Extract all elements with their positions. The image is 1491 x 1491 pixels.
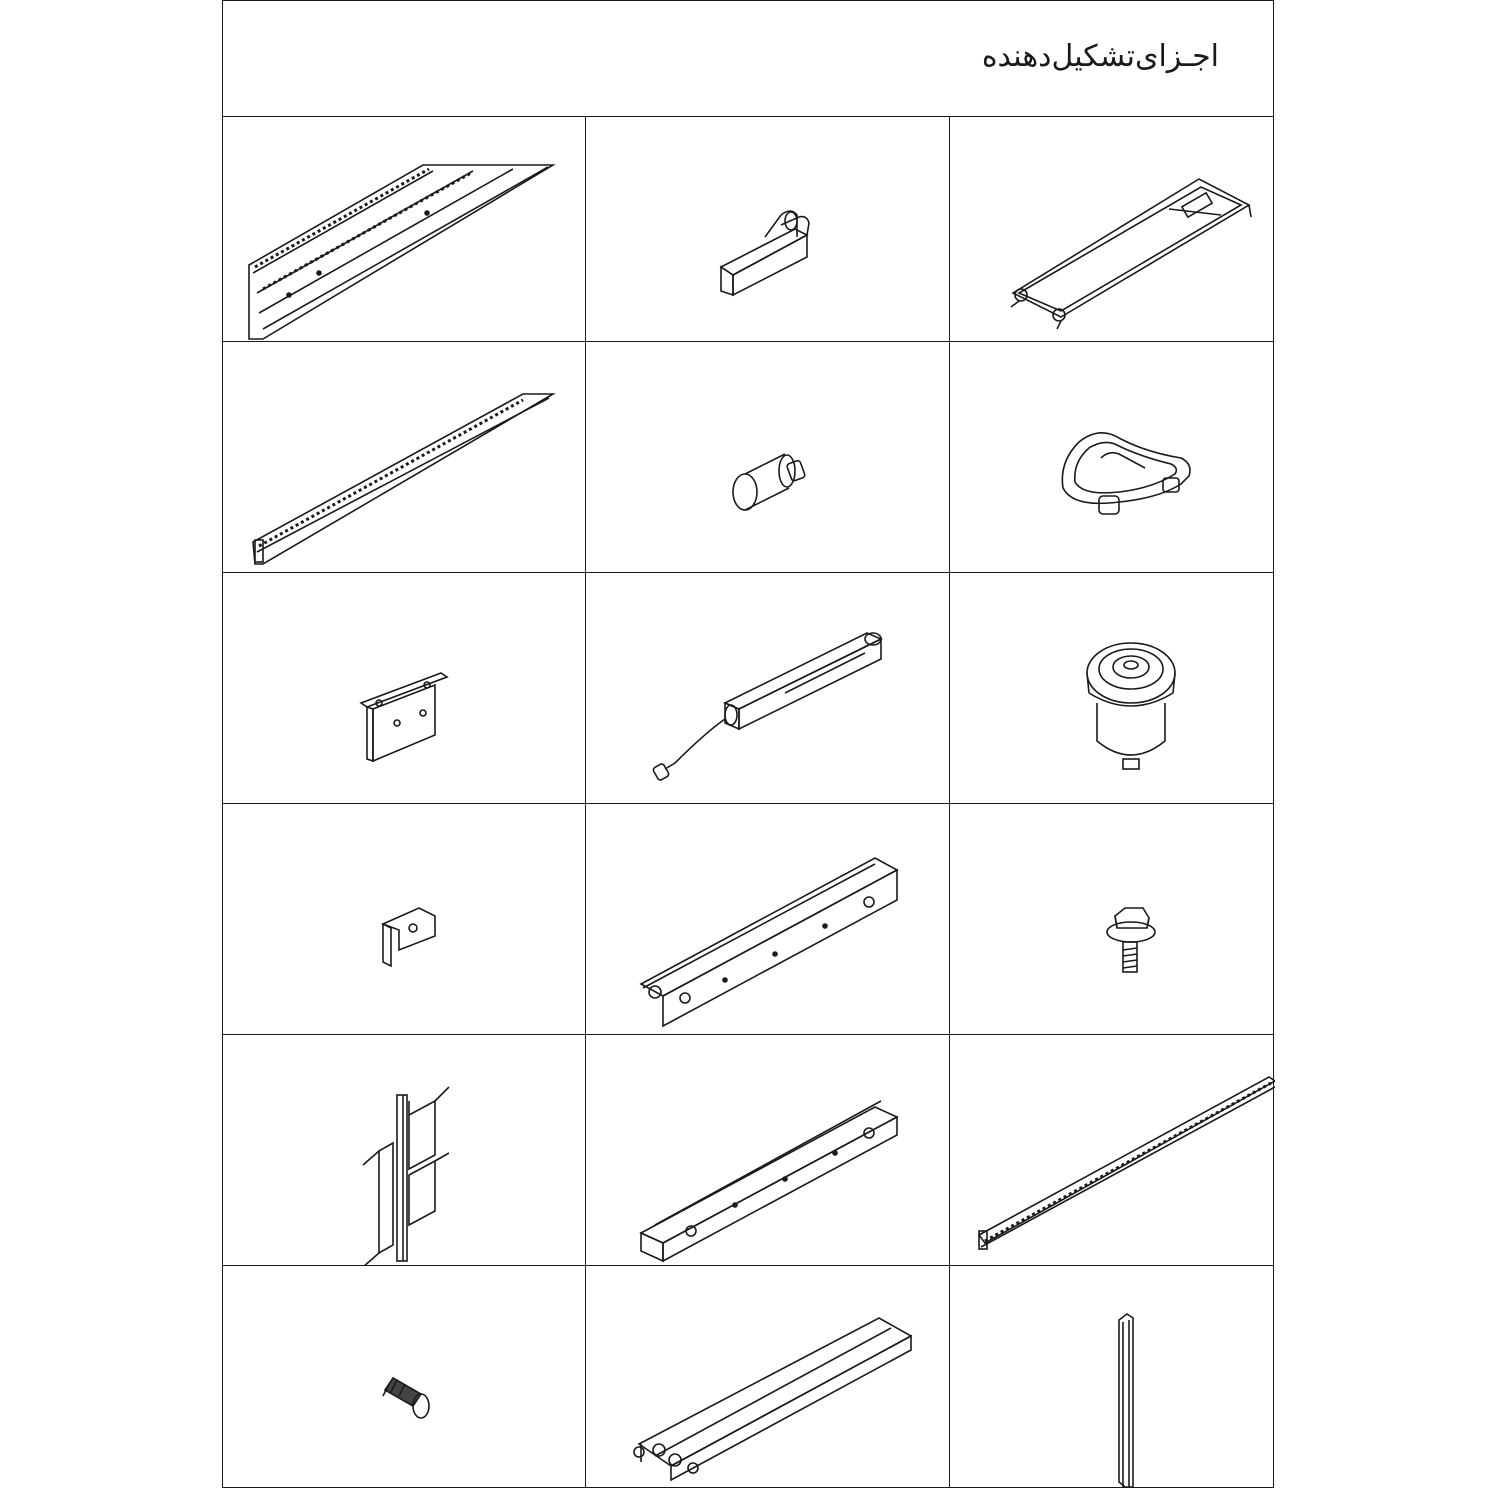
components-grid <box>223 117 1273 1487</box>
wall-track-rail-icon <box>223 117 585 341</box>
component-cell-11 <box>585 804 949 1034</box>
hex-bolt-icon <box>949 804 1275 1034</box>
bottom-channel-bracket-icon <box>585 1035 949 1265</box>
guide-shoe-icon <box>949 342 1275 572</box>
component-cell-6 <box>949 342 1275 572</box>
small-clip-icon <box>223 804 585 1034</box>
toothed-rail-icon <box>223 342 585 572</box>
vertical-profile-icon <box>949 1266 1275 1487</box>
component-cell-4 <box>223 342 585 572</box>
sheet-header <box>223 1 1273 117</box>
page-title: اجـزای‌تشکیل‌دهنده <box>981 39 1219 74</box>
top-channel-bracket-icon <box>585 804 949 1034</box>
components-sheet <box>222 0 1274 1488</box>
mounting-bracket-icon <box>223 573 585 803</box>
sliding-frame-icon <box>949 117 1275 341</box>
component-cell-15 <box>949 1035 1275 1265</box>
vertical-hinge-bracket-icon <box>223 1035 585 1265</box>
soft-close-damper-icon <box>585 573 949 803</box>
component-cell-3 <box>949 117 1275 341</box>
bumper-cap-icon <box>949 573 1275 803</box>
component-cell-18 <box>949 1266 1275 1487</box>
component-cell-10 <box>223 804 585 1034</box>
roller-pin-icon <box>585 342 949 572</box>
component-cell-17 <box>585 1266 949 1487</box>
component-cell-12 <box>949 804 1275 1034</box>
component-cell-13 <box>223 1035 585 1265</box>
long-rack-rail-icon <box>949 1035 1275 1265</box>
component-cell-8 <box>585 573 949 803</box>
screw-anchor-icon <box>223 1266 585 1487</box>
component-cell-1 <box>223 117 585 341</box>
component-cell-14 <box>585 1035 949 1265</box>
stopper-clip-icon <box>585 117 949 341</box>
component-cell-2 <box>585 117 949 341</box>
component-cell-16 <box>223 1266 585 1487</box>
component-cell-9 <box>949 573 1275 803</box>
component-cell-7 <box>223 573 585 803</box>
flat-tray-rail-icon <box>585 1266 949 1487</box>
component-cell-5 <box>585 342 949 572</box>
